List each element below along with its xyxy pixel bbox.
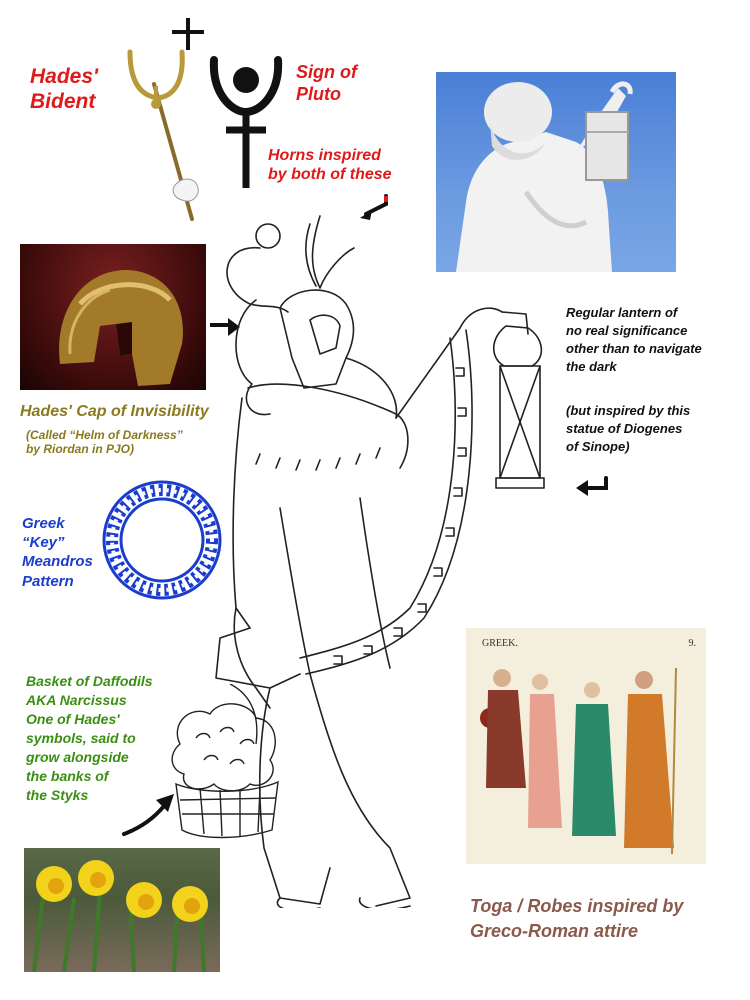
arrow-icon xyxy=(572,474,612,498)
cap-label: Hades' Cap of Invisibility xyxy=(20,403,209,420)
daffodil-label: Basket of Daffodils AKA Narcissus One of Hades' symbols, said to grow alongside the banks of the Styks xyxy=(26,673,153,804)
greek-costume-plate xyxy=(466,628,706,864)
lantern-note: (but inspired by this statue of Diogenes of Sinope) xyxy=(566,403,691,454)
cap-note: (Called “Helm of Darkness” by Riordan in PJO) xyxy=(26,428,183,457)
lantern-label: Regular lantern of no real significance other than to navigate the dark xyxy=(566,305,702,374)
pluto-sign-label: Sign of Pluto xyxy=(296,62,357,104)
toga-label: Toga / Robes inspired by Greco-Roman attire xyxy=(470,896,684,942)
plus-mark-icon xyxy=(170,16,206,52)
plate-caption: GREEK. xyxy=(482,638,518,649)
greek-key-label: Greek “Key” Meandros Pattern xyxy=(22,515,93,590)
arrow-icon xyxy=(120,792,180,838)
horns-label: Horns inspired by both of these xyxy=(268,147,392,184)
daffodils-photo xyxy=(24,848,220,972)
bident-label: Hades' Bident xyxy=(30,65,99,114)
plate-number: 9. xyxy=(688,638,696,649)
bident-icon xyxy=(112,44,202,224)
